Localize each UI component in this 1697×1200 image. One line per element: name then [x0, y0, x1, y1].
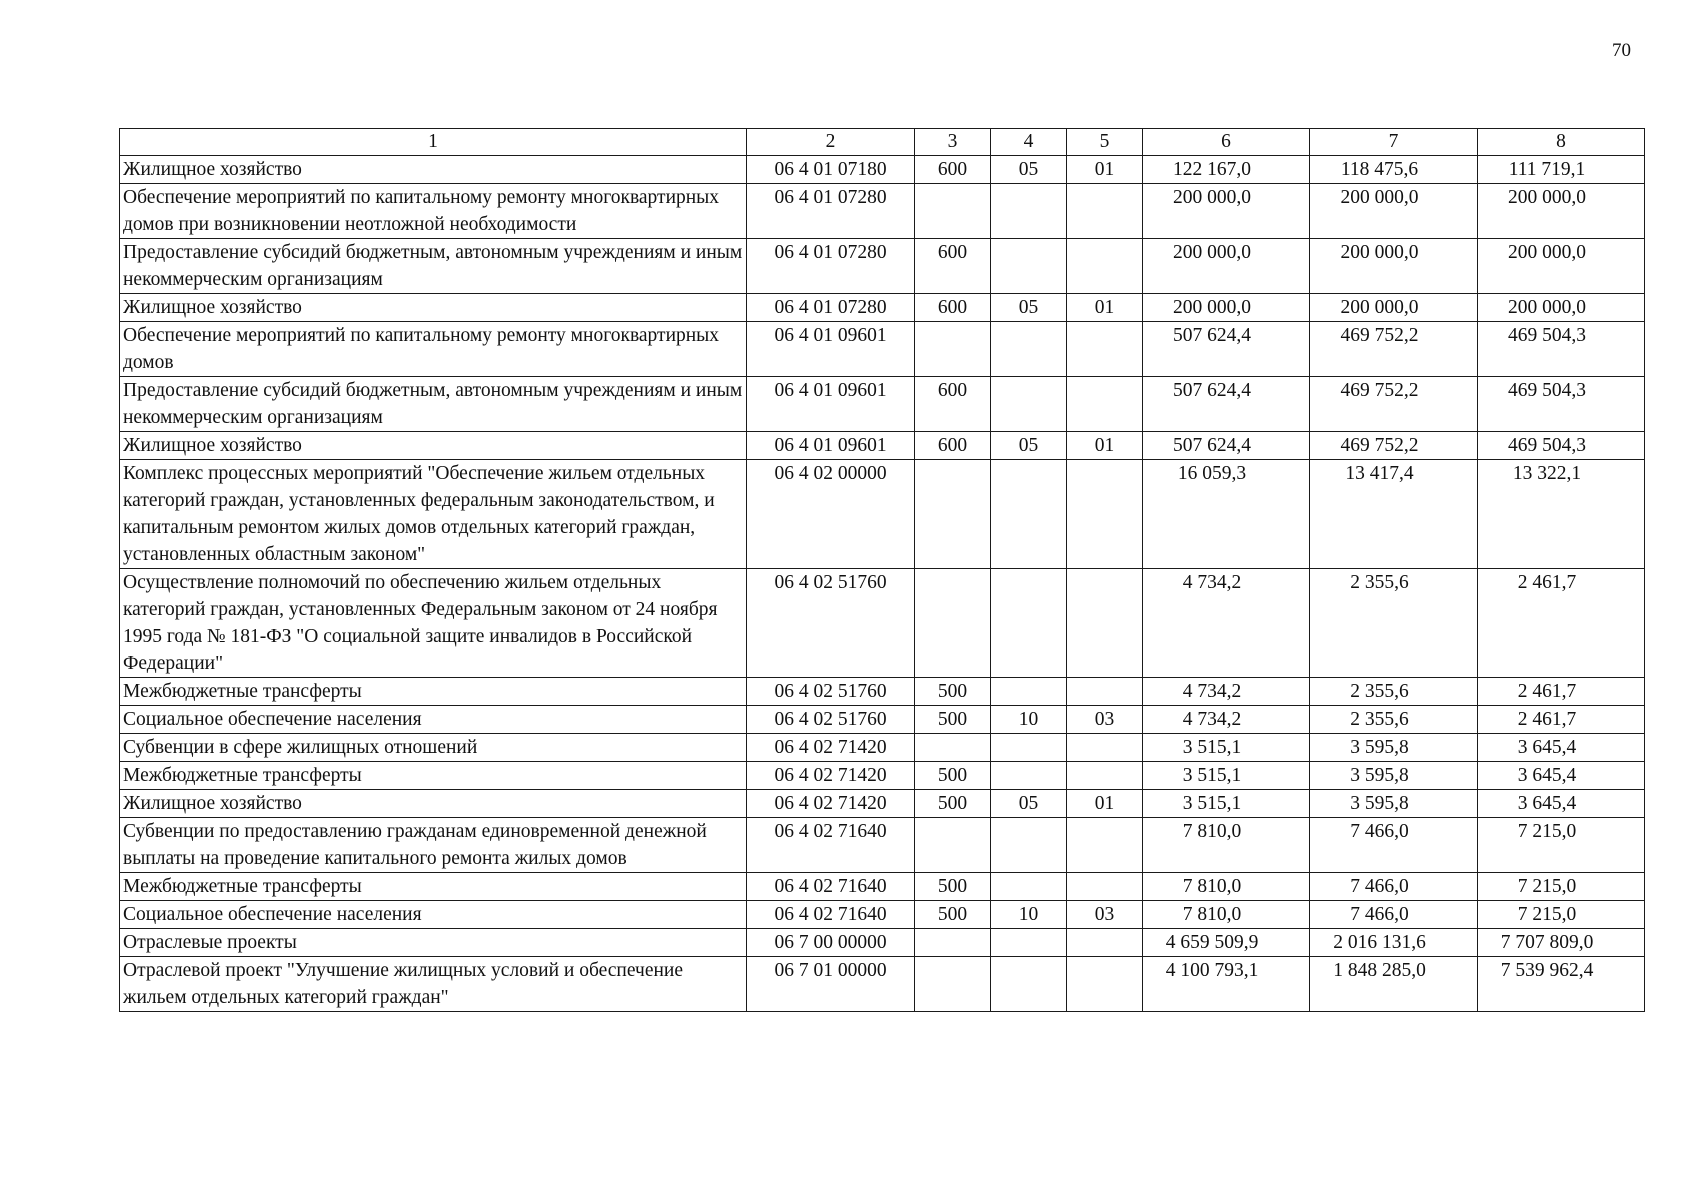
row-amount-col7-cell: 3 595,8	[1310, 790, 1478, 818]
row-amount-col6-cell: 4 734,2	[1143, 706, 1310, 734]
table-header	[120, 129, 1645, 156]
row-amount-col6-cell: 3 515,1	[1143, 762, 1310, 790]
column-number-7: 7	[1310, 129, 1478, 156]
row-name-cell: Жилищное хозяйство	[120, 294, 747, 322]
table-row	[120, 734, 1645, 762]
row-amount-col8-cell: 2 461,7	[1478, 569, 1645, 678]
row-name-cell: Субвенции в сфере жилищных отношений	[120, 734, 747, 762]
row-expense-type-cell: 500	[915, 790, 991, 818]
row-subsection-cell: 03	[1067, 706, 1143, 734]
row-amount-col7-cell: 3 595,8	[1310, 762, 1478, 790]
row-code-cell: 06 4 01 07280	[747, 184, 915, 239]
column-number-8: 8	[1478, 129, 1645, 156]
row-name-cell: Отраслевой проект "Улучшение жилищных условий и обеспечение жильем отдельных категорий граждан"	[120, 957, 747, 1012]
row-section-cell	[991, 873, 1067, 901]
row-name-cell: Жилищное хозяйство	[120, 790, 747, 818]
row-expense-type-cell	[915, 957, 991, 1012]
table-row	[120, 569, 1645, 678]
row-section-cell: 10	[991, 706, 1067, 734]
table-row	[120, 322, 1645, 377]
row-section-cell	[991, 239, 1067, 294]
table-row	[120, 156, 1645, 184]
row-amount-col7-cell: 469 752,2	[1310, 432, 1478, 460]
table-row	[120, 957, 1645, 1012]
row-name-cell: Субвенции по предоставлению гражданам единовременной денежной выплаты на проведение капитального ремонта жилых домов	[120, 818, 747, 873]
table-row	[120, 294, 1645, 322]
row-amount-col7-cell: 200 000,0	[1310, 184, 1478, 239]
row-name-cell: Социальное обеспечение населения	[120, 706, 747, 734]
row-code-cell: 06 4 01 09601	[747, 432, 915, 460]
row-amount-col7-cell: 469 752,2	[1310, 322, 1478, 377]
row-code-cell: 06 4 01 07280	[747, 294, 915, 322]
row-section-cell: 05	[991, 156, 1067, 184]
table-row	[120, 184, 1645, 239]
row-amount-col8-cell: 200 000,0	[1478, 184, 1645, 239]
row-subsection-cell	[1067, 184, 1143, 239]
row-expense-type-cell: 500	[915, 678, 991, 706]
row-subsection-cell: 01	[1067, 432, 1143, 460]
row-amount-col8-cell: 7 215,0	[1478, 901, 1645, 929]
table-row	[120, 901, 1645, 929]
table-row	[120, 762, 1645, 790]
row-name-cell: Обеспечение мероприятий по капитальному ремонту многоквартирных домов при возникновении неотложной необходимости	[120, 184, 747, 239]
row-section-cell: 10	[991, 901, 1067, 929]
row-amount-col6-cell: 4 659 509,9	[1143, 929, 1310, 957]
row-section-cell	[991, 929, 1067, 957]
row-section-cell: 05	[991, 432, 1067, 460]
row-expense-type-cell: 600	[915, 294, 991, 322]
row-name-cell: Жилищное хозяйство	[120, 432, 747, 460]
row-code-cell: 06 4 02 71640	[747, 818, 915, 873]
column-number-5: 5	[1067, 129, 1143, 156]
row-amount-col7-cell: 118 475,6	[1310, 156, 1478, 184]
row-amount-col6-cell: 507 624,4	[1143, 377, 1310, 432]
row-amount-col7-cell: 7 466,0	[1310, 818, 1478, 873]
row-code-cell: 06 4 02 71640	[747, 873, 915, 901]
row-name-cell: Межбюджетные трансферты	[120, 762, 747, 790]
row-section-cell	[991, 762, 1067, 790]
row-section-cell	[991, 322, 1067, 377]
row-amount-col6-cell: 200 000,0	[1143, 239, 1310, 294]
row-amount-col8-cell: 2 461,7	[1478, 678, 1645, 706]
row-amount-col8-cell: 7 707 809,0	[1478, 929, 1645, 957]
row-amount-col7-cell: 1 848 285,0	[1310, 957, 1478, 1012]
row-subsection-cell: 03	[1067, 901, 1143, 929]
table-row	[120, 873, 1645, 901]
table-row	[120, 239, 1645, 294]
row-amount-col6-cell: 7 810,0	[1143, 873, 1310, 901]
row-name-cell: Отраслевые проекты	[120, 929, 747, 957]
row-amount-col6-cell: 507 624,4	[1143, 322, 1310, 377]
row-expense-type-cell: 600	[915, 156, 991, 184]
row-amount-col7-cell: 2 016 131,6	[1310, 929, 1478, 957]
row-name-cell: Предоставление субсидий бюджетным, автономным учреждениям и иным некоммерческим организациям	[120, 239, 747, 294]
row-code-cell: 06 4 02 71420	[747, 762, 915, 790]
table-row	[120, 818, 1645, 873]
row-amount-col8-cell: 469 504,3	[1478, 322, 1645, 377]
row-code-cell: 06 4 02 51760	[747, 569, 915, 678]
row-section-cell: 05	[991, 294, 1067, 322]
row-code-cell: 06 4 02 51760	[747, 678, 915, 706]
row-expense-type-cell: 500	[915, 762, 991, 790]
row-amount-col7-cell: 2 355,6	[1310, 706, 1478, 734]
row-name-cell: Обеспечение мероприятий по капитальному ремонту многоквартирных домов	[120, 322, 747, 377]
column-number-1: 1	[120, 129, 747, 156]
row-subsection-cell	[1067, 460, 1143, 569]
row-expense-type-cell	[915, 929, 991, 957]
row-amount-col8-cell: 3 645,4	[1478, 762, 1645, 790]
row-name-cell: Социальное обеспечение населения	[120, 901, 747, 929]
row-amount-col6-cell: 7 810,0	[1143, 901, 1310, 929]
row-amount-col8-cell: 7 215,0	[1478, 873, 1645, 901]
row-amount-col7-cell: 13 417,4	[1310, 460, 1478, 569]
row-code-cell: 06 4 01 09601	[747, 322, 915, 377]
row-amount-col6-cell: 507 624,4	[1143, 432, 1310, 460]
row-subsection-cell	[1067, 569, 1143, 678]
row-subsection-cell	[1067, 377, 1143, 432]
column-number-4: 4	[991, 129, 1067, 156]
row-amount-col8-cell: 2 461,7	[1478, 706, 1645, 734]
row-expense-type-cell: 600	[915, 432, 991, 460]
row-expense-type-cell	[915, 184, 991, 239]
row-name-cell: Осуществление полномочий по обеспечению жильем отдельных категорий граждан, установленных Федеральным законом от 24 ноября 1995 года № 181-ФЗ "О социальной защите инвалидов в Российской Федерации"	[120, 569, 747, 678]
table-row	[120, 706, 1645, 734]
table-row	[120, 460, 1645, 569]
header-row	[120, 129, 1645, 156]
row-code-cell: 06 7 00 00000	[747, 929, 915, 957]
row-expense-type-cell	[915, 734, 991, 762]
row-expense-type-cell: 500	[915, 901, 991, 929]
row-amount-col8-cell: 469 504,3	[1478, 432, 1645, 460]
row-name-cell: Межбюджетные трансферты	[120, 678, 747, 706]
row-amount-col8-cell: 3 645,4	[1478, 790, 1645, 818]
row-amount-col7-cell: 200 000,0	[1310, 239, 1478, 294]
row-subsection-cell	[1067, 734, 1143, 762]
row-amount-col7-cell: 7 466,0	[1310, 873, 1478, 901]
table-row	[120, 929, 1645, 957]
row-expense-type-cell: 500	[915, 706, 991, 734]
row-amount-col6-cell: 7 810,0	[1143, 818, 1310, 873]
row-amount-col6-cell: 4 734,2	[1143, 569, 1310, 678]
row-subsection-cell: 01	[1067, 294, 1143, 322]
row-code-cell: 06 4 01 07280	[747, 239, 915, 294]
row-amount-col6-cell: 122 167,0	[1143, 156, 1310, 184]
row-subsection-cell	[1067, 818, 1143, 873]
row-amount-col6-cell: 3 515,1	[1143, 734, 1310, 762]
row-code-cell: 06 4 01 07180	[747, 156, 915, 184]
row-amount-col8-cell: 7 215,0	[1478, 818, 1645, 873]
row-section-cell	[991, 734, 1067, 762]
row-amount-col8-cell: 200 000,0	[1478, 294, 1645, 322]
row-expense-type-cell	[915, 569, 991, 678]
row-section-cell	[991, 678, 1067, 706]
row-section-cell	[991, 184, 1067, 239]
row-subsection-cell	[1067, 678, 1143, 706]
row-amount-col7-cell: 2 355,6	[1310, 678, 1478, 706]
row-amount-col6-cell: 3 515,1	[1143, 790, 1310, 818]
row-amount-col7-cell: 7 466,0	[1310, 901, 1478, 929]
row-expense-type-cell	[915, 818, 991, 873]
row-section-cell	[991, 569, 1067, 678]
table-row	[120, 678, 1645, 706]
row-section-cell	[991, 957, 1067, 1012]
row-subsection-cell	[1067, 929, 1143, 957]
row-expense-type-cell: 500	[915, 873, 991, 901]
row-section-cell: 05	[991, 790, 1067, 818]
row-code-cell: 06 4 02 71420	[747, 734, 915, 762]
row-code-cell: 06 4 02 71640	[747, 901, 915, 929]
row-subsection-cell	[1067, 239, 1143, 294]
row-expense-type-cell	[915, 322, 991, 377]
row-code-cell: 06 4 01 09601	[747, 377, 915, 432]
column-number-3: 3	[915, 129, 991, 156]
row-section-cell	[991, 377, 1067, 432]
budget-table	[119, 128, 1645, 1012]
row-amount-col6-cell: 16 059,3	[1143, 460, 1310, 569]
row-expense-type-cell: 600	[915, 239, 991, 294]
row-amount-col7-cell: 2 355,6	[1310, 569, 1478, 678]
row-section-cell	[991, 818, 1067, 873]
row-amount-col8-cell: 111 719,1	[1478, 156, 1645, 184]
row-amount-col8-cell: 469 504,3	[1478, 377, 1645, 432]
column-number-2: 2	[747, 129, 915, 156]
row-subsection-cell	[1067, 873, 1143, 901]
row-amount-col6-cell: 200 000,0	[1143, 184, 1310, 239]
row-section-cell	[991, 460, 1067, 569]
row-expense-type-cell: 600	[915, 377, 991, 432]
row-code-cell: 06 4 02 71420	[747, 790, 915, 818]
row-subsection-cell	[1067, 957, 1143, 1012]
row-subsection-cell: 01	[1067, 790, 1143, 818]
row-code-cell: 06 7 01 00000	[747, 957, 915, 1012]
table-body	[120, 156, 1645, 1012]
table-row	[120, 377, 1645, 432]
row-amount-col7-cell: 469 752,2	[1310, 377, 1478, 432]
row-name-cell: Предоставление субсидий бюджетным, автономным учреждениям и иным некоммерческим организациям	[120, 377, 747, 432]
row-expense-type-cell	[915, 460, 991, 569]
table-row	[120, 790, 1645, 818]
column-number-6: 6	[1143, 129, 1310, 156]
row-code-cell: 06 4 02 51760	[747, 706, 915, 734]
row-subsection-cell: 01	[1067, 156, 1143, 184]
row-code-cell: 06 4 02 00000	[747, 460, 915, 569]
row-amount-col7-cell: 200 000,0	[1310, 294, 1478, 322]
page-number: 70	[1612, 40, 1631, 61]
row-amount-col8-cell: 3 645,4	[1478, 734, 1645, 762]
row-amount-col6-cell: 4 100 793,1	[1143, 957, 1310, 1012]
row-amount-col6-cell: 200 000,0	[1143, 294, 1310, 322]
row-amount-col7-cell: 3 595,8	[1310, 734, 1478, 762]
row-amount-col6-cell: 4 734,2	[1143, 678, 1310, 706]
row-name-cell: Комплекс процессных мероприятий "Обеспечение жильем отдельных категорий граждан, установленных федеральным законодательством, и капитальным ремонтом жилых домов отдельных категорий граждан, установленных областным законом"	[120, 460, 747, 569]
table-row	[120, 432, 1645, 460]
row-subsection-cell	[1067, 322, 1143, 377]
row-name-cell: Межбюджетные трансферты	[120, 873, 747, 901]
row-amount-col8-cell: 13 322,1	[1478, 460, 1645, 569]
row-amount-col8-cell: 7 539 962,4	[1478, 957, 1645, 1012]
row-amount-col8-cell: 200 000,0	[1478, 239, 1645, 294]
row-subsection-cell	[1067, 762, 1143, 790]
row-name-cell: Жилищное хозяйство	[120, 156, 747, 184]
